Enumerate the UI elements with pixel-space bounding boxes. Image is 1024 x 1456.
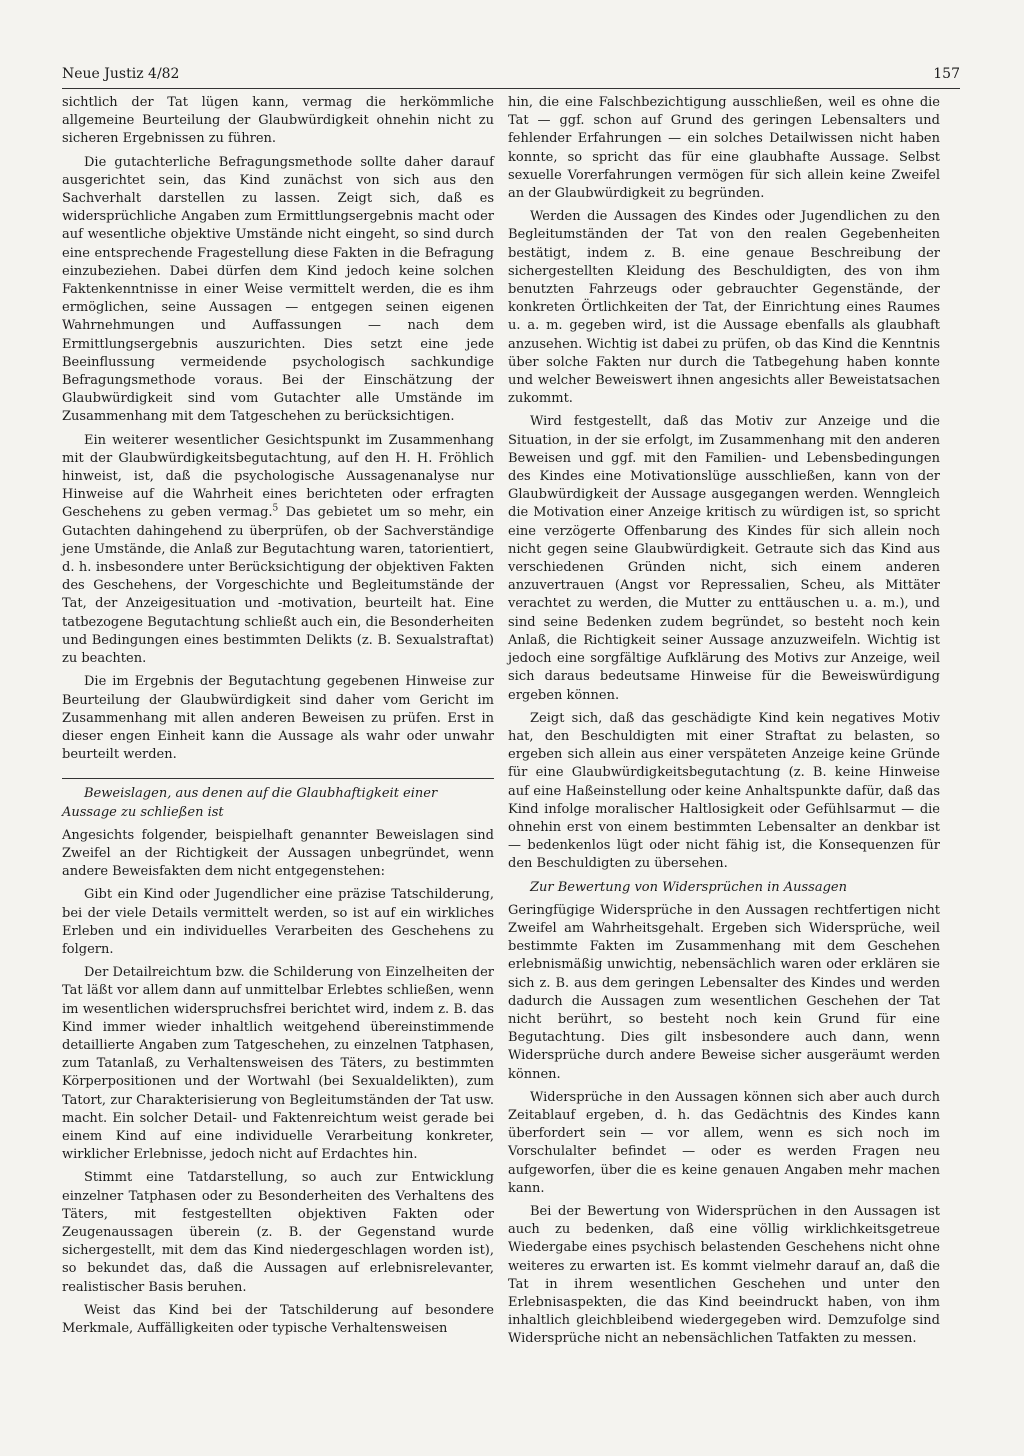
- left-column: [62, 94, 494, 1343]
- paragraph: Zeigt sich, daß das geschädigte Kind kein negatives Motiv hat, den Beschuldigten mit einer Straftat zu belasten, so ergeben sich allein aus einer verspäteten Anzeige keine Gründe für eine Glaubwürdigkeitsbegutachtung (z. B. keine Hinweise auf eine Haßeinstellung oder keine Anhaltspunkte dafür, daß das Kind infolge moralischer Haltlosigkeit oder Gefühlsarmut — die ohnehin erst von einem bestimmten Lebensalter an denkbar ist — bedenkenlos lügt oder nicht fähig ist, die Konsequenzen für den Beschuldigten zu übersehen.: [508, 710, 940, 872]
- section-rule: [62, 778, 494, 779]
- paragraph: Angesichts folgender, beispielhaft genannter Beweislagen sind Zweifel an der Richtigkeit der Aussagen unbegründet, wenn andere Beweisfakten dem nicht entgegenstehen:: [62, 827, 494, 880]
- paragraph-text: Ein weiterer wesentlicher Gesichtspunkt im Zusammenhang mit der Glaubwürdigkeitsbegutachtung, auf den H. H. Fröhlich hinweist, ist, daß die psychologische Aussagenanalyse nur Hinweise auf die Wahrheit eines berichteten oder erfragten Geschehens zu geben vermag.: [62, 432, 494, 521]
- paragraph: Stimmt eine Tatdarstellung, so auch zur Entwicklung einzelner Tatphasen oder zu Besonderheiten des Verhaltens des Täters, mit festgestellten objektiven Fakten oder Zeugenaussagen überein (z. B. der Gegenstand wurde sichergestellt, mit dem das Kind niedergeschlagen worden ist), so bekundet das, daß die Aussagen auf erlebnisrelevanter, realistischer Basis beruhen.: [62, 1170, 494, 1295]
- paragraph: [62, 432, 494, 669]
- paragraph: sichtlich der Tat lügen kann, vermag die herkömmliche allgemeine Beurteilung der Glaubwürdigkeit ohnehin nicht zu sicheren Ergebnissen zu führen.: [62, 95, 494, 147]
- journal-issue: Neue Justiz 4/82: [62, 66, 180, 82]
- paragraph: Der Detailreichtum bzw. die Schilderung von Einzelheiten der Tat läßt vor allem dann auf unmittelbar Erlebtes schließen, wenn im wesentlichen widerspruchsfrei berichtet wird, indem z. B. das Kind immer wieder inhaltlich weitgehend übereinstimmende detaillierte Angaben zum Tatgeschehen, zu einzelnen Tatphasen, zum Tatanlaß, zu Verhaltensweisen des Täters, zu bestimmten Körperpositionen und der Wortwahl (bei Sexualdelikten), zum Tatort, zur Charakterisierung von Begleitumständen der Tat usw. macht. Ein solcher Detail- und Faktenreichtum weist gerade bei einem Kind auf eine individuelle Verarbeitung konkreter, wirklicher Erlebnisse, jedoch nicht auf Erdachtes hin.: [62, 965, 494, 1163]
- paragraph: Gibt ein Kind oder Jugendlicher eine präzise Tatschilderung, bei der viele Details vermittelt werden, so ist auf ein wirkliches Erleben und ein individuelles Verarbeiten des Geschehens zu folgern.: [62, 887, 494, 957]
- paragraph: Die im Ergebnis der Begutachtung gegebenen Hinweise zur Beurteilung der Glaubwürdigkeit sind daher vom Gericht im Zusammenhang mit allen anderen Beweisen zu prüfen. Erst in dieser engen Einheit kann die Aussage als wahr oder unwahr beurteilt werden.: [62, 674, 494, 763]
- paragraph: Geringfügige Widersprüche in den Aussagen rechtfertigen nicht Zweifel am Wahrheitsgehalt. Ergeben sich Widersprüche, weil bestimmte Fakten im Zusammenhang mit dem Geschehen erlebnismäßig unwichtig, nebensächlich waren oder erklären sie sich z. B. aus dem geringen Lebensalter des Kindes und werden dadurch die Aussagen zum wesentlichen Geschehen der Tat nicht berührt, so besteht noch kein Grund für eine Begutachtung. Dies gilt insbesondere auch dann, wenn Widersprüche durch andere Beweise sicher ausgeräumt werden können.: [508, 902, 940, 1082]
- page-number: 157: [933, 66, 960, 82]
- section-heading: Zur Bewertung von Widersprüchen in Aussagen: [530, 879, 847, 895]
- running-header: [62, 66, 960, 82]
- paragraph-text: Das gebietet um so mehr, ein Gutachten dahingehend zu überprüfen, ob der Sachverständige jene Umstände, die Anlaß zur Begutachtung waren, tatorientiert, d. h. insbesondere unter Berücksichtigung der objektiven Fakten des Geschehens, der Vorgeschichte und Begleitumstände der Tat, der Anzeigesituation und -motivation, beurteilt hat. Eine tatbezogene Begutachtung schließt auch ein, die Besonderheiten und Bedingungen eines bestimmten Delikts (z. B. Sexualstraftat) zu beachten.: [62, 505, 494, 667]
- paragraph: Wird festgestellt, daß das Motiv zur Anzeige und die Situation, in der sie erfolgt, im Zusammenhang mit den anderen Beweisen und ggf. mit den Familien- und Lebensbedingungen des Kindes eine Motivationslüge ausschließen, kann von der Glaubwürdigkeit der Aussage ausgegangen werden. Wenngleich die Motivation einer Anzeige kritisch zu würdigen ist, so spricht eine verzögerte Offenbarung des Kindes für sich allein noch nicht gegen seine Glaubwürdigkeit. Getraute sich das Kind aus verschiedenen Gründen nicht, sich einem anderen anzuvertrauen (Angst vor Repressalien, Scheu, als Mittäter verachtet zu werden, die Mutter zu enttäuschen u. a. m.), und sind seine Bedenken zudem begründet, so besteht noch kein Anlaß, die Richtigkeit seiner Aussage anzuzweifeln. Wichtig ist jedoch eine sorgfältige Aufklärung des Motivs zur Anzeige, weil sich daraus bedeutsame Hinweise für die Beweiswürdigung ergeben können.: [508, 414, 940, 703]
- right-column: [508, 94, 940, 1354]
- paragraph: Werden die Aussagen des Kindes oder Jugendlichen zu den Begleitumständen der Tat von den realen Gegebenheiten bestätigt, indem z. B. eine genaue Beschreibung der sichergestellten Kleidung des Beschuldigten, des von ihm benutzten Fahrzeugs oder gebrauchter Gegenstände, der konkreten Örtlichkeiten der Tat, der Einrichtung eines Raumes u. a. m. gegeben wird, ist die Aussage ebenfalls als glaubhaft anzusehen. Wichtig ist dabei zu prüfen, ob das Kind die Kenntnis über solche Fakten nur durch die Tatbegehung haben konnte und welcher Beweiswert ihnen angesichts aller Beweistatsachen zukommt.: [508, 209, 940, 407]
- paragraph: Die gutachterliche Befragungsmethode sollte daher darauf ausgerichtet sein, das Kind zunächst von sich aus den Sachverhalt darstellen zu lassen. Zeigt sich, daß es widersprüchliche Angaben zum Ermittlungsergebnis macht oder auf wesentliche objektive Umstände nicht eingeht, so sind durch eine entsprechende Fragestellung diese Fakten in die Befragung einzubeziehen. Dabei dürfen dem Kind jedoch keine solchen Faktenkenntnisse in einer Weise vermittelt werden, die es ihm ermöglichen, seine Aussagen — entgegen seinen eigenen Wahrnehmungen und Auffassungen — nach dem Ermittlungsergebnis auszurichten. Dies setzt eine jede Beeinflussung vermeidende psychologisch sachkundige Befragungsmethode voraus. Bei der Einschätzung der Glaubwürdigkeit sind vom Gutachter alle Umstände im Zusammenhang mit dem Tatgeschehen zu berücksichtigen.: [62, 154, 494, 425]
- footnote-reference: 5: [272, 504, 279, 515]
- section-heading: Beweislagen, aus denen auf die Glaubhaftigkeit einer Aussage zu schließen ist: [62, 786, 438, 820]
- header-rule: [62, 88, 960, 89]
- paragraph: Weist das Kind bei der Tatschilderung auf besondere Merkmale, Auffälligkeiten oder typische Verhaltensweisen: [62, 1302, 494, 1336]
- paragraph: Bei der Bewertung von Widersprüchen in den Aussagen ist auch zu bedenken, daß eine völlig wirklichkeitsgetreue Wiedergabe eines psychisch belastenden Geschehens nicht ohne weiteres zu erwarten ist. Es kommt vielmehr darauf an, daß die Tat in ihrem wesentlichen Geschehen und unter den Erlebnisaspekten, die das Kind beeindruckt haben, von ihm inhaltlich gleichbleibend wiedergegeben wird. Demzufolge sind Widersprüche nicht an nebensächlichen Tatfakten zu messen.: [508, 1203, 940, 1347]
- paragraph: hin, die eine Falschbezichtigung ausschließen, weil es ohne die Tat — ggf. schon auf Grund des geringen Lebensalters und fehlender Erfahrungen — ein solches Detailwissen nicht haben konnte, so spricht das für eine glaubhafte Aussage. Selbst sexuelle Vorerfahrungen vermögen für sich allein keine Zweifel an der Glaubwürdigkeit zu begründen.: [508, 95, 940, 202]
- paragraph: Widersprüche in den Aussagen können sich aber auch durch Zeitablauf ergeben, d. h. das Gedächtnis des Kindes kann überfordert sein — vor allem, wenn es sich noch im Vorschulalter befindet — oder es werden Fragen neu aufgeworfen, über die es keine genauen Angaben mehr machen kann.: [508, 1089, 940, 1196]
